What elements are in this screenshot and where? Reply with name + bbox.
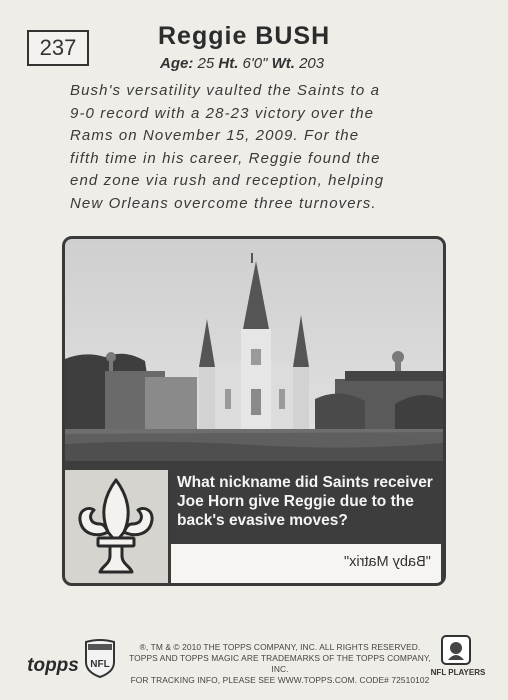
topps-logo-text: topps [27,655,79,676]
card-number: 237 [27,30,89,66]
legal-line: TOPPS AND TOPPS MAGIC ARE TRADEMARKS OF THE TOPPS COMPANY, INC. [129,653,431,674]
age-label: Age: [160,55,194,72]
trivia-answer-box [171,544,441,585]
saints-logo-box [65,470,171,583]
age-value: 25 [197,55,215,72]
bio-line: 9-0 record with a 28-23 victory over the [70,104,375,122]
nfl-players-label: NFL PLAYERS [430,668,486,677]
bio-line: New Orleans overcome three turnovers. [70,194,377,212]
nfl-players-logo-icon [438,634,474,668]
bio-line: fifth time in his career, Reggie found the [70,149,381,167]
legal-line: FOR TRACKING INFO, PLEASE SEE WWW.TOPPS.COM. CODE# 72510102 [130,675,430,685]
fleur-de-lis-icon [66,472,166,582]
topps-logo [26,652,80,678]
bio-line: end zone via rush and reception, helping [70,172,385,189]
nfl-shield-icon [84,638,116,678]
weight-value: 203 [299,55,325,72]
bio-line: Bush's versatility vaulted the Saints to a [70,82,381,99]
legal-line: ®, TM & © 2010 THE TOPPS COMPANY, INC. ALL RIGHTS RESERVED. [139,642,421,652]
nfl-logo-text: NFL [90,659,110,670]
player-vitals [160,55,324,72]
player-name: Reggie BUSH [158,22,331,50]
player-bio [70,80,438,215]
cathedral-photo [65,239,443,461]
trivia-question: What nickname did Saints receiver Joe Horn give Reggie due to the back's evasive moves? [177,474,433,529]
weight-label: Wt. [271,55,295,72]
trivia-panel [62,236,446,586]
bio-line: Rams on November 15, 2009. For the [70,127,360,144]
trivia-answer-mirrored: "Baby Matrix" [344,554,431,570]
height-value: 6'0" [242,55,268,72]
height-label: Ht. [218,55,239,72]
legal-footer [120,642,440,686]
